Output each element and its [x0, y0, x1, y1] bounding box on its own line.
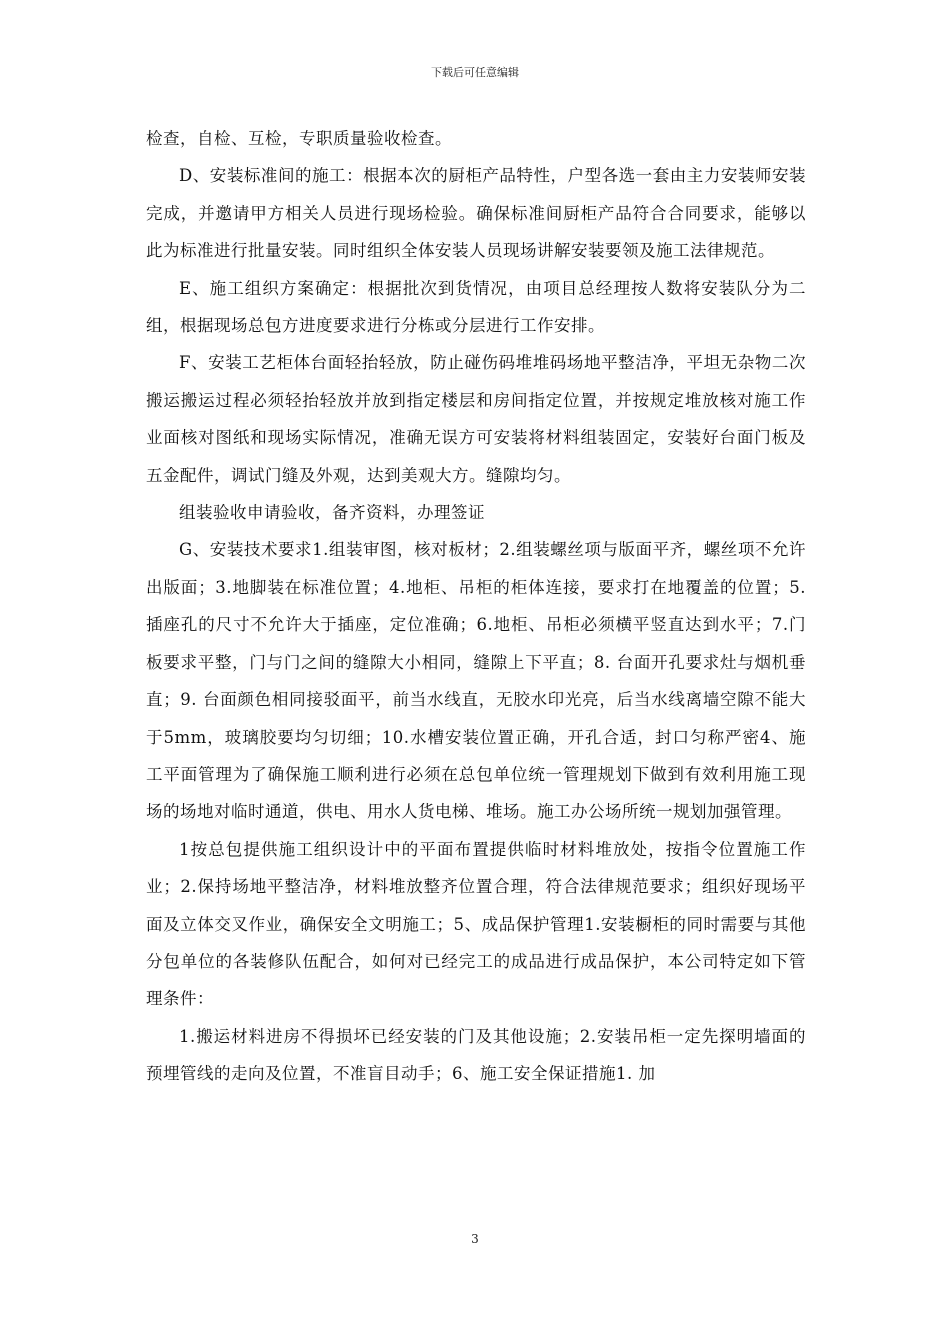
paragraph: F、安装工艺柜体台面轻抬轻放，防止碰伤码堆堆码场地平整洁净，平坦无杂物二次搬运搬运过程必须轻抬轻放并放到指定楼层和房间指定位置，并按规定堆放核对施工作业面核对图纸和现场实际情况，准确无误方可安装将材料组装固定，安装好台面门板及五金配件，调试门缝及外观，达到美观大方。缝隙均匀。: [146, 353, 806, 485]
paragraph: D、安装标准间的施工：根据本次的厨柜产品特性，户型各选一套由主力安装师安装完成，并邀请甲方相关人员进行现场检验。确保标准间厨柜产品符合合同要求，能够以此为标准进行批量安装。同时组织全体安装人员现场讲解安装要领及施工法律规范。: [146, 166, 806, 261]
document-body: [146, 120, 806, 1093]
paragraph: 组装验收申请验收，备齐资料，办理签证: [179, 503, 485, 523]
page-number: 3: [471, 1232, 479, 1246]
paragraph: 1按总包提供施工组织设计中的平面布置提供临时材料堆放处，按指令位置施工作业；2.保持场地平整洁净，材料堆放整齐位置合理，符合法律规范要求；组织好现场平面及立体交叉作业，确保安全文明施工；5、成品保护管理1.安装橱柜的同时需要与其他分包单位的各装修队伍配合，如何对已经完工的成品进行成品保护，本公司特定如下管理条件：: [146, 839, 806, 1009]
paragraph: 1.搬运材料进房不得损坏已经安装的门及其他设施；2.安装吊柜一定先探明墙面的预埋管线的走向及位置，不准盲目动手；6、施工安全保证措施1. 加: [146, 1026, 806, 1084]
page-header: 下载后可任意编辑: [431, 66, 519, 79]
paragraph: G、安装技术要求1.组装审图，核对板材；2.组装螺丝项与版面平齐，螺丝项不允许出版面；3.地脚装在标准位置；4.地柜、吊柜的柜体连接，要求打在地覆盖的位置；5.插座孔的尺寸不允许大于插座，定位准确；6.地柜、吊柜必须横平竖直达到水平；7.门板要求平整，门与门之间的缝隙大小相同，缝隙上下平直；8. 台面开孔要求灶与烟机垂直；9. 台面颜色相同接驳面平，前当水线直，无胶水印光亮，后当水线离墙空隙不能大于5mm，玻璃胶要均匀切细；10.水槽安装位置正确，开孔合适，封口匀称严密4、施工平面管理为了确保施工顺利进行必须在总包单位统一管理规划下做到有效利用施工现场的场地对临时通道，供电、用水人货电梯、堆场。施工办公场所统一规划加强管理。: [146, 540, 806, 822]
paragraph: 检查，自检、互检，专职质量验收检查。: [146, 129, 452, 148]
paragraph: E、施工组织方案确定：根据批次到货情况，由项目总经理按人数将安装队分为二组，根据现场总包方进度要求进行分栋或分层进行工作安排。: [146, 278, 806, 336]
